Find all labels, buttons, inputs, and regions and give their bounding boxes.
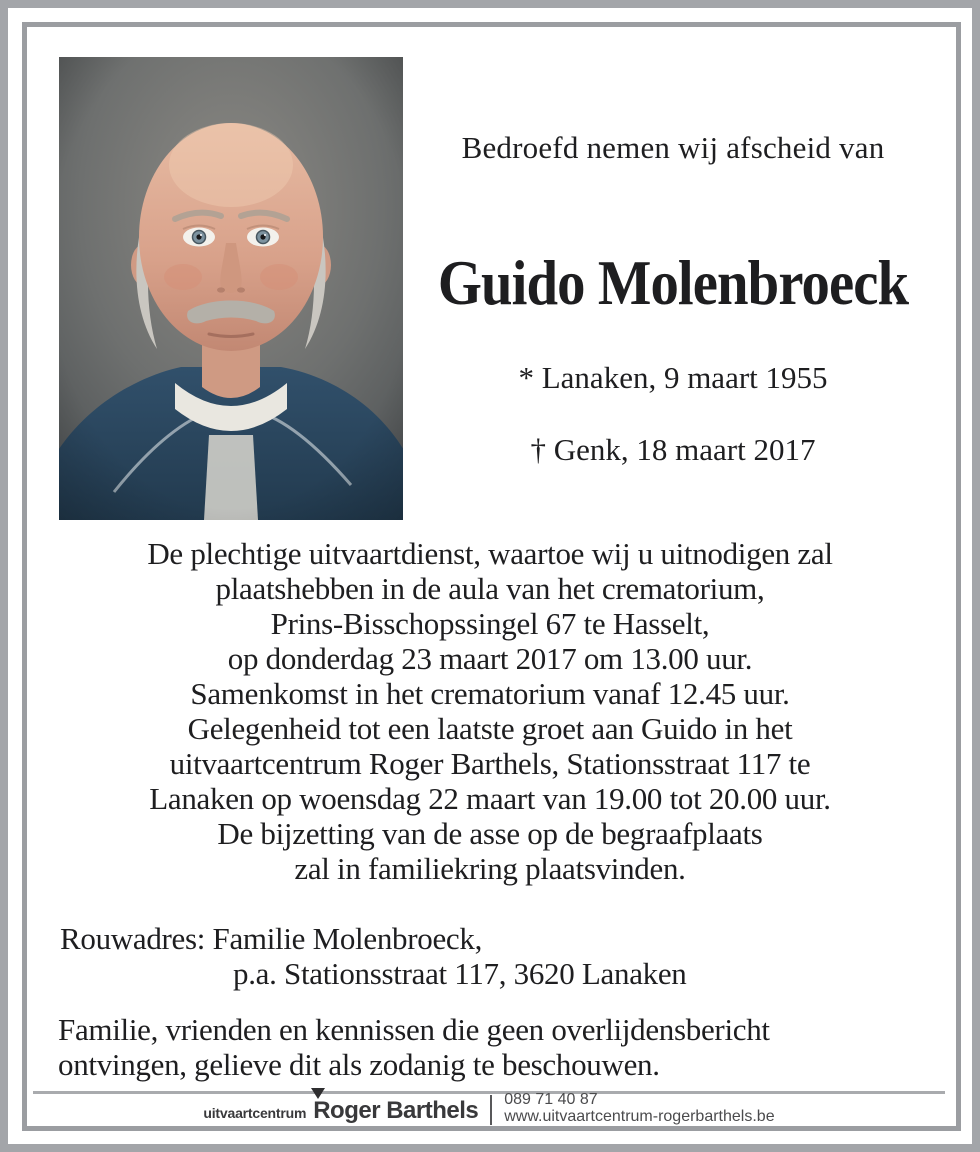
deceased-name: Guido Molenbroeck bbox=[437, 248, 909, 318]
body-line: plaatshebben in de aula van het crematorium, bbox=[215, 571, 765, 606]
contact-block bbox=[504, 1091, 774, 1125]
body-line: Gelegenheid tot een laatste groet aan Guido in het bbox=[187, 711, 793, 746]
body-line: op donderdag 23 maart 2017 om 13.00 uur. bbox=[227, 641, 753, 676]
birth-line: * Lanaken, 9 maart 1955 bbox=[518, 360, 828, 395]
rouwadres-line-1: Rouwadres: Familie Molenbroeck, bbox=[60, 921, 483, 956]
phone-number: 089 71 40 87 bbox=[504, 1091, 598, 1108]
body-line: Samenkomst in het crematorium vanaf 12.45 uur. bbox=[190, 676, 790, 711]
body-line: De bijzetting van de asse op de begraafplaats bbox=[217, 816, 763, 851]
body-line: Lanaken op woensdag 22 maart van 19.00 tot 20.00 uur. bbox=[149, 781, 831, 816]
body-line: Prins-Bisschopssingel 67 te Hasselt, bbox=[270, 606, 710, 641]
triangle-down-icon bbox=[311, 1088, 325, 1099]
body-line: uitvaartcentrum Roger Barthels, Stationsstraat 117 te bbox=[169, 746, 811, 781]
rouwadres-line-2: p.a. Stationsstraat 117, 3620 Lanaken bbox=[233, 956, 687, 991]
funeral-home-brand bbox=[203, 1097, 478, 1125]
portrait-photo bbox=[59, 57, 403, 520]
intro-text: Bedroefd nemen wij afscheid van bbox=[461, 130, 885, 165]
body-line: zal in familiekring plaatsvinden. bbox=[294, 851, 686, 886]
brand-name bbox=[313, 1097, 478, 1125]
death-line: † Genk, 18 maart 2017 bbox=[530, 432, 816, 467]
website-url: www.uitvaartcentrum-rogerbarthels.be bbox=[504, 1108, 775, 1125]
brand-divider bbox=[490, 1095, 492, 1125]
announcement-paragraph bbox=[35, 536, 945, 886]
brand-small-label: uitvaartcentrum bbox=[203, 1105, 307, 1121]
footer bbox=[33, 1093, 945, 1125]
body-line: De plechtige uitvaartdienst, waartoe wij u uitnodigen zal bbox=[147, 536, 833, 571]
closing-line-2: ontvingen, gelieve dit als zodanig te beschouwen. bbox=[58, 1047, 660, 1082]
closing-line-1: Familie, vrienden en kennissen die geen overlijdensbericht bbox=[58, 1012, 770, 1047]
brand-name-text: Roger Barthels bbox=[313, 1097, 479, 1124]
